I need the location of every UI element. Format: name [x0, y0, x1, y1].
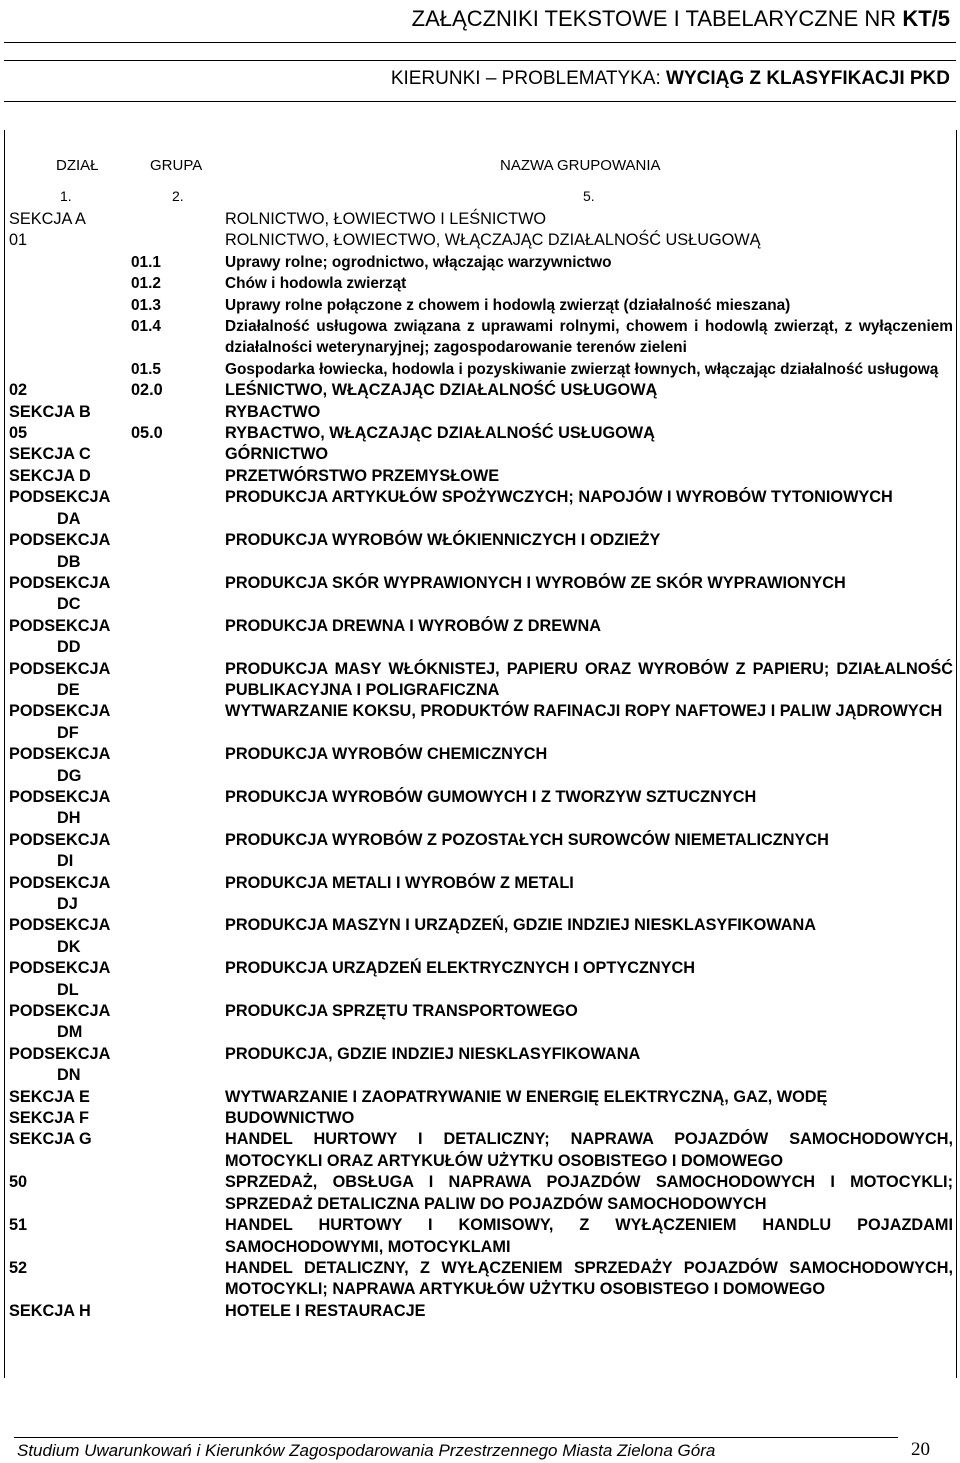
pkd-table — [9, 209, 953, 1322]
grupa-cell — [131, 230, 225, 251]
table-row — [9, 273, 953, 294]
grupa-cell — [131, 701, 225, 744]
table-row — [9, 958, 953, 1001]
dzial-cell — [9, 209, 131, 230]
dzial-label: PODSEKCJA — [9, 745, 111, 764]
grupa-cell — [131, 787, 225, 830]
nazwa-cell: RYBACTWO — [225, 402, 321, 421]
nazwa-cell: PRODUKCJA ARTYKUŁÓW SPOŻYWCZYCH; NAPOJÓW I WYROBÓW TYTONIOWYCH — [225, 488, 893, 507]
dzial-label: PODSEKCJA — [9, 573, 111, 592]
nazwa-cell: HANDEL DETALICZNY, Z WYŁĄCZENIEM SPRZEDAŻY POJAZDÓW SAMOCHODOWYCH, MOTOCYKLI; NAPRAWA ARTYKUŁÓW UŻYTKU OSOBISTEGO I DOMOWEGO — [225, 1258, 953, 1299]
column-number-2: 2. — [172, 188, 184, 204]
dzial-cell — [9, 830, 131, 873]
nazwa-cell: PRODUKCJA WYROBÓW GUMOWYCH I Z TWORZYW SZTUCZNYCH — [225, 787, 757, 806]
grupa-cell: 01.4 — [131, 318, 161, 336]
grupa-cell — [131, 1129, 225, 1172]
podsekcja-code: DG — [57, 766, 82, 785]
grupa-cell — [131, 958, 225, 1001]
nazwa-cell: PRODUKCJA DREWNA I WYROBÓW Z DREWNA — [225, 616, 601, 635]
podsekcja-code: DN — [57, 1066, 81, 1085]
nazwa-cell: PRODUKCJA WYROBÓW CHEMICZNYCH — [225, 745, 548, 764]
nazwa-cell: GÓRNICTWO — [225, 445, 329, 464]
nazwa-cell: PRZETWÓRSTWO PRZEMYSŁOWE — [225, 466, 500, 485]
grupa-cell: 05.0 — [131, 424, 163, 443]
subtitle-overline — [4, 60, 956, 61]
document-title — [412, 6, 950, 32]
podsekcja-code: DB — [57, 552, 81, 571]
table-row — [9, 230, 953, 251]
column-number-5: 5. — [583, 188, 595, 204]
table-row — [9, 830, 953, 873]
podsekcja-code: DF — [57, 723, 79, 742]
table-row — [9, 873, 953, 916]
grupa-cell — [131, 1215, 225, 1258]
table-row — [9, 1129, 953, 1172]
dzial-cell — [9, 359, 131, 380]
dzial-cell — [9, 573, 131, 616]
dzial-label: SEKCJA H — [9, 1301, 91, 1320]
dzial-label: PODSEKCJA — [9, 616, 111, 635]
dzial-cell — [9, 873, 131, 916]
dzial-cell — [9, 230, 131, 251]
dzial-label: SEKCJA G — [9, 1130, 92, 1149]
nazwa-cell: Chów i hodowla zwierząt — [225, 275, 407, 293]
podsekcja-code: DJ — [57, 895, 78, 913]
subtitle-main: WYCIĄG Z KLASYFIKACJI PKD — [666, 68, 950, 89]
grupa-cell — [131, 659, 225, 702]
table-row — [9, 573, 953, 616]
dzial-cell — [9, 530, 131, 573]
table-row — [9, 359, 953, 380]
dzial-cell — [9, 616, 131, 659]
grupa-cell — [131, 1108, 225, 1129]
dzial-label: PODSEKCJA — [9, 830, 111, 849]
table-row — [9, 380, 953, 401]
dzial-cell — [9, 1172, 131, 1215]
table-row — [9, 423, 953, 444]
column-header-nazwa: NAZWA GRUPOWANIA — [500, 157, 661, 174]
table-row — [9, 444, 953, 465]
nazwa-cell: PRODUKCJA WYROBÓW Z POZOSTAŁYCH SUROWCÓW NIEMETALICZNYCH — [225, 830, 829, 849]
dzial-cell — [9, 423, 131, 444]
nazwa-cell: WYTWARZANIE I ZAOPATRYWANIE W ENERGIĘ ELEKTRYCZNĄ, GAZ, WODĘ — [225, 1087, 828, 1106]
dzial-cell — [9, 316, 131, 359]
podsekcja-code: DD — [57, 638, 81, 657]
nazwa-cell: PRODUKCJA, GDZIE INDZIEJ NIESKLASYFIKOWANA — [225, 1044, 641, 1063]
footer-rule — [14, 1437, 898, 1438]
dzial-label: SEKCJA D — [9, 466, 91, 485]
title-prefix: ZAŁĄCZNIKI TEKSTOWE I TABELARYCZNE NR — [411, 6, 897, 31]
grupa-cell — [131, 744, 225, 787]
table-row — [9, 616, 953, 659]
nazwa-cell: Działalność usługowa związana z uprawami rolnymi, chowem i hodowlą zwierząt, z wyłączeniem działalności weterynaryjnej; zagospodarowanie terenów zieleni — [225, 318, 953, 357]
grupa-cell — [131, 1172, 225, 1215]
grupa-cell — [131, 466, 225, 487]
dzial-label: PODSEKCJA — [9, 488, 111, 507]
page-number: 20 — [911, 1439, 930, 1460]
grupa-cell — [131, 873, 225, 916]
grupa-cell — [131, 1087, 225, 1108]
dzial-cell — [9, 701, 131, 744]
dzial-label: PODSEKCJA — [9, 531, 111, 550]
table-row — [9, 209, 953, 230]
dzial-label: 01 — [9, 231, 28, 250]
grupa-cell: 01.5 — [131, 360, 161, 378]
nazwa-cell: HANDEL HURTOWY I DETALICZNY; NAPRAWA POJAZDÓW SAMOCHODOWYCH, MOTOCYKLI ORAZ ARTYKUŁÓW UŻYTKU OSOBISTEGO I DOMOWEGO — [225, 1130, 953, 1170]
table-row — [9, 659, 953, 702]
dzial-cell — [9, 744, 131, 787]
dzial-cell — [9, 1044, 131, 1087]
dzial-cell — [9, 1258, 131, 1301]
nazwa-cell: PRODUKCJA SPRZĘTU TRANSPORTOWEGO — [225, 1002, 578, 1021]
dzial-cell — [9, 1001, 131, 1044]
dzial-label: SEKCJA F — [9, 1109, 89, 1128]
nazwa-cell: HANDEL HURTOWY I KOMISOWY, Z WYŁĄCZENIEM HANDLU POJAZDAMI SAMOCHODOWYMI, MOTOCYKLAMI — [225, 1216, 953, 1256]
table-row — [9, 915, 953, 958]
dzial-label: 02 — [9, 381, 28, 400]
grupa-cell — [131, 1258, 225, 1301]
dzial-label: PODSEKCJA — [9, 873, 111, 892]
table-row — [9, 1301, 953, 1322]
nazwa-cell: PRODUKCJA SKÓR WYPRAWIONYCH I WYROBÓW ZE SKÓR WYPRAWIONYCH — [225, 573, 846, 592]
dzial-label: 52 — [9, 1258, 28, 1277]
dzial-cell — [9, 252, 131, 273]
nazwa-cell: BUDOWNICTWO — [225, 1109, 355, 1128]
grupa-cell: 01.3 — [131, 296, 161, 314]
table-row — [9, 787, 953, 830]
subtitle-underline — [4, 101, 956, 102]
title-underline — [4, 42, 956, 43]
nazwa-cell: PRODUKCJA MASY WŁÓKNISTEJ, PAPIERU ORAZ WYROBÓW Z PAPIERU; DZIAŁALNOŚĆ PUBLIKACYJNA I POLIGRAFICZNA — [225, 659, 953, 699]
grupa-cell — [131, 444, 225, 465]
dzial-cell — [9, 915, 131, 958]
dzial-cell — [9, 659, 131, 702]
table-row — [9, 295, 953, 316]
podsekcja-code: DI — [57, 852, 74, 871]
podsekcja-code: DC — [57, 595, 81, 614]
table-row — [9, 1001, 953, 1044]
dzial-label: PODSEKCJA — [9, 1044, 111, 1063]
grupa-cell — [131, 402, 225, 423]
nazwa-cell: RYBACTWO, WŁĄCZAJĄC DZIAŁALNOŚĆ USŁUGOWĄ — [225, 424, 655, 443]
title-code: KT/5 — [902, 6, 950, 31]
dzial-label: PODSEKCJA — [9, 959, 111, 978]
document-subtitle — [391, 68, 950, 90]
dzial-cell — [9, 402, 131, 423]
dzial-cell — [9, 273, 131, 294]
table-row — [9, 466, 953, 487]
podsekcja-code: DH — [57, 809, 81, 828]
grupa-cell — [131, 1044, 225, 1087]
dzial-label: PODSEKCJA — [9, 702, 111, 721]
table-row — [9, 1087, 953, 1108]
table-row — [9, 1258, 953, 1301]
podsekcja-code: DM — [57, 1023, 83, 1042]
table-row — [9, 530, 953, 573]
grupa-cell — [131, 1001, 225, 1044]
table-row — [9, 1044, 953, 1087]
grupa-cell — [131, 573, 225, 616]
nazwa-cell: Uprawy rolne połączone z chowem i hodowlą zwierząt (działalność mieszana) — [225, 296, 791, 314]
dzial-label: PODSEKCJA — [9, 787, 111, 806]
dzial-cell — [9, 958, 131, 1001]
dzial-label: SEKCJA E — [9, 1087, 90, 1106]
nazwa-cell: WYTWARZANIE KOKSU, PRODUKTÓW RAFINACJI ROPY NAFTOWEJ I PALIW JĄDROWYCH — [225, 702, 943, 721]
nazwa-cell: PRODUKCJA URZĄDZEŃ ELEKTRYCZNYCH I OPTYCZNYCH — [225, 959, 696, 978]
nazwa-cell: PRODUKCJA METALI I WYROBÓW Z METALI — [225, 873, 574, 892]
dzial-cell — [9, 295, 131, 316]
nazwa-cell: ROLNICTWO, ŁOWIECTWO, WŁĄCZAJĄC DZIAŁALNOŚĆ USŁUGOWĄ — [225, 231, 761, 250]
table-row — [9, 316, 953, 359]
grupa-cell — [131, 530, 225, 573]
nazwa-cell: SPRZEDAŻ, OBSŁUGA I NAPRAWA POJAZDÓW SAMOCHODOWYCH I MOTOCYKLI; SPRZEDAŻ DETALICZNA PALIW DO POJAZDÓW SAMOCHODOWYCH — [225, 1173, 953, 1213]
table-row — [9, 487, 953, 530]
nazwa-cell: HOTELE I RESTAURACJE — [225, 1301, 426, 1320]
dzial-cell — [9, 380, 131, 401]
dzial-label: PODSEKCJA — [9, 916, 111, 935]
podsekcja-code: DE — [57, 680, 80, 699]
grupa-cell — [131, 830, 225, 873]
column-number-1: 1. — [60, 188, 72, 204]
table-row — [9, 402, 953, 423]
grupa-cell — [131, 616, 225, 659]
table-row — [9, 252, 953, 273]
grupa-cell: 02.0 — [131, 381, 163, 400]
table-row — [9, 701, 953, 744]
dzial-label: SEKCJA A — [9, 210, 86, 228]
table-row — [9, 1215, 953, 1258]
grupa-cell — [131, 487, 225, 530]
dzial-label: 50 — [9, 1173, 28, 1192]
table-left-border — [4, 130, 5, 1378]
grupa-cell: 01.1 — [131, 253, 161, 271]
dzial-cell — [9, 1129, 131, 1172]
table-row — [9, 1108, 953, 1129]
nazwa-cell: PRODUKCJA MASZYN I URZĄDZEŃ, GDZIE INDZIEJ NIESKLASYFIKOWANA — [225, 916, 816, 935]
dzial-cell — [9, 444, 131, 465]
subtitle-prefix: KIERUNKI – PROBLEMATYKA: — [390, 68, 661, 89]
footer-text: Studium Uwarunkowań i Kierunków Zagospodarowania Przestrzennego Miasta Zielona Góra — [17, 1441, 716, 1460]
podsekcja-code: DL — [57, 980, 79, 999]
nazwa-cell: LEŚNICTWO, WŁĄCZAJĄC DZIAŁALNOŚĆ USŁUGOWĄ — [225, 381, 658, 400]
dzial-cell — [9, 1087, 131, 1108]
grupa-cell: 01.2 — [131, 275, 161, 293]
nazwa-cell: Uprawy rolne; ogrodnictwo, włączając warzywnictwo — [225, 253, 612, 271]
table-row — [9, 1172, 953, 1215]
table-right-border — [956, 130, 957, 1378]
podsekcja-code: DA — [57, 509, 81, 528]
nazwa-cell: Gospodarka łowiecka, hodowla i pozyskiwanie zwierząt łownych, włączając działalność usługową — [225, 360, 939, 378]
dzial-cell — [9, 487, 131, 530]
dzial-cell — [9, 1108, 131, 1129]
table-row — [9, 744, 953, 787]
dzial-label: 05 — [9, 424, 28, 443]
dzial-cell — [9, 787, 131, 830]
nazwa-cell: PRODUKCJA WYROBÓW WŁÓKIENNICZYCH I ODZIEŻY — [225, 531, 661, 550]
podsekcja-code: DK — [57, 937, 81, 956]
grupa-cell — [131, 209, 225, 230]
dzial-label: SEKCJA C — [9, 445, 91, 464]
dzial-label: 51 — [9, 1216, 28, 1235]
dzial-cell — [9, 466, 131, 487]
dzial-cell — [9, 1215, 131, 1258]
dzial-label: PODSEKCJA — [9, 1002, 111, 1021]
dzial-cell — [9, 1301, 131, 1322]
column-header-dzial: DZIAŁ — [56, 157, 99, 174]
grupa-cell — [131, 1301, 225, 1322]
dzial-label: PODSEKCJA — [9, 659, 111, 678]
column-header-grupa: GRUPA — [150, 157, 203, 174]
grupa-cell — [131, 915, 225, 958]
dzial-label: SEKCJA B — [9, 402, 91, 421]
nazwa-cell: ROLNICTWO, ŁOWIECTWO I LEŚNICTWO — [225, 210, 547, 228]
